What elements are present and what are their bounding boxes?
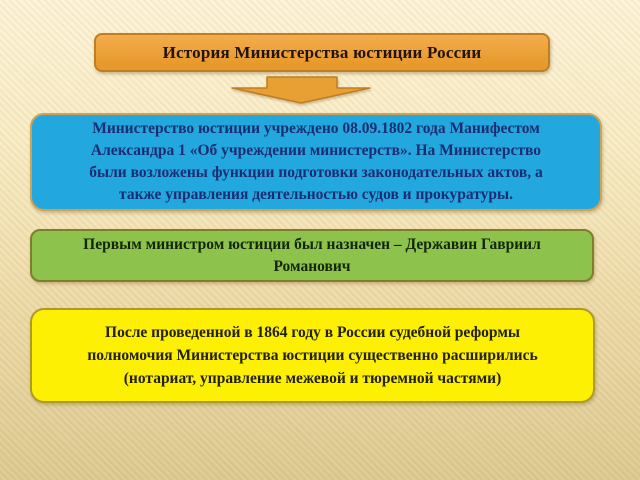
down-arrow-icon xyxy=(231,76,371,104)
text-line: (нотариат, управление межевой и тюремной частями) xyxy=(123,370,502,387)
title-box xyxy=(94,33,550,72)
text-line: После проведенной в 1864 году в России судебной реформы xyxy=(105,324,520,341)
text-line: Александра 1 «Об учреждении министерств». На Министерство xyxy=(90,142,542,159)
text-line: были возложены функции подготовки законодательных актов, а xyxy=(89,164,543,181)
page-title: История Министерства юстиции России xyxy=(162,42,482,62)
text-line: также управления деятельностью судов и прокуратуры. xyxy=(119,186,513,203)
info-box-first-minister xyxy=(30,229,594,282)
text-line: полномочия Министерства юстиции существенно расширились xyxy=(87,347,538,364)
text-line: Романович xyxy=(273,257,351,275)
text-line: Первым министром юстиции был назначен – Державин Гавриил xyxy=(83,235,541,253)
text-line: Министерство юстиции учреждено 08.09.1802 года Манифестом xyxy=(92,120,540,137)
info-box-reform-1864 xyxy=(30,308,595,403)
info-box-established xyxy=(30,113,602,211)
